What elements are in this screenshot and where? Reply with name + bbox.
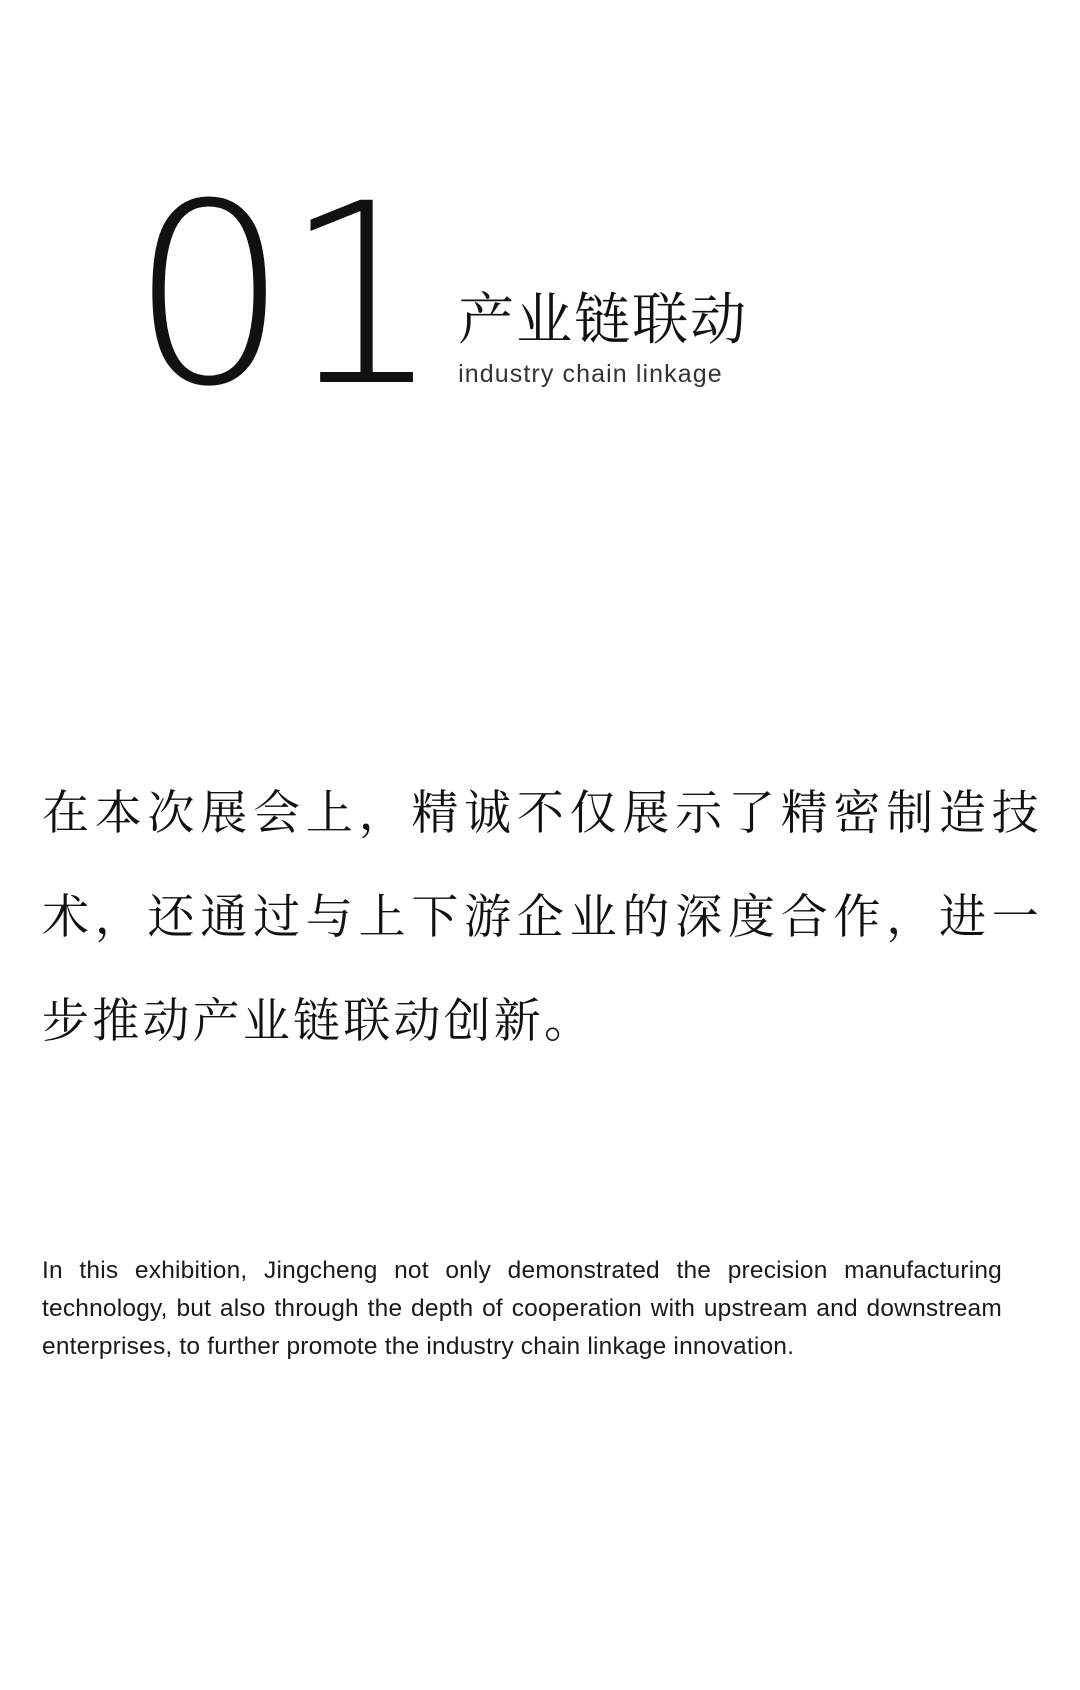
page-title-cn: 产业链联动	[458, 288, 749, 353]
body-paragraph-en: In this exhibition, Jingcheng not only demonstrated the precision manufacturing technology, but also through the depth of cooperation with upstream and downstream enterprises, to further promote the industry chain linkage innovation.	[42, 1257, 1002, 1360]
section-header	[130, 150, 749, 441]
section-number: 01	[130, 150, 437, 441]
page-subtitle-en: industry chain linkage	[458, 359, 723, 388]
body-paragraph-cn: 在本次展会上，精诚不仅展示了精密制造技术，还通过与上下游企业的深度合作，进一步推动产业链联动创新。	[42, 786, 1042, 1049]
heading-group	[458, 288, 749, 388]
